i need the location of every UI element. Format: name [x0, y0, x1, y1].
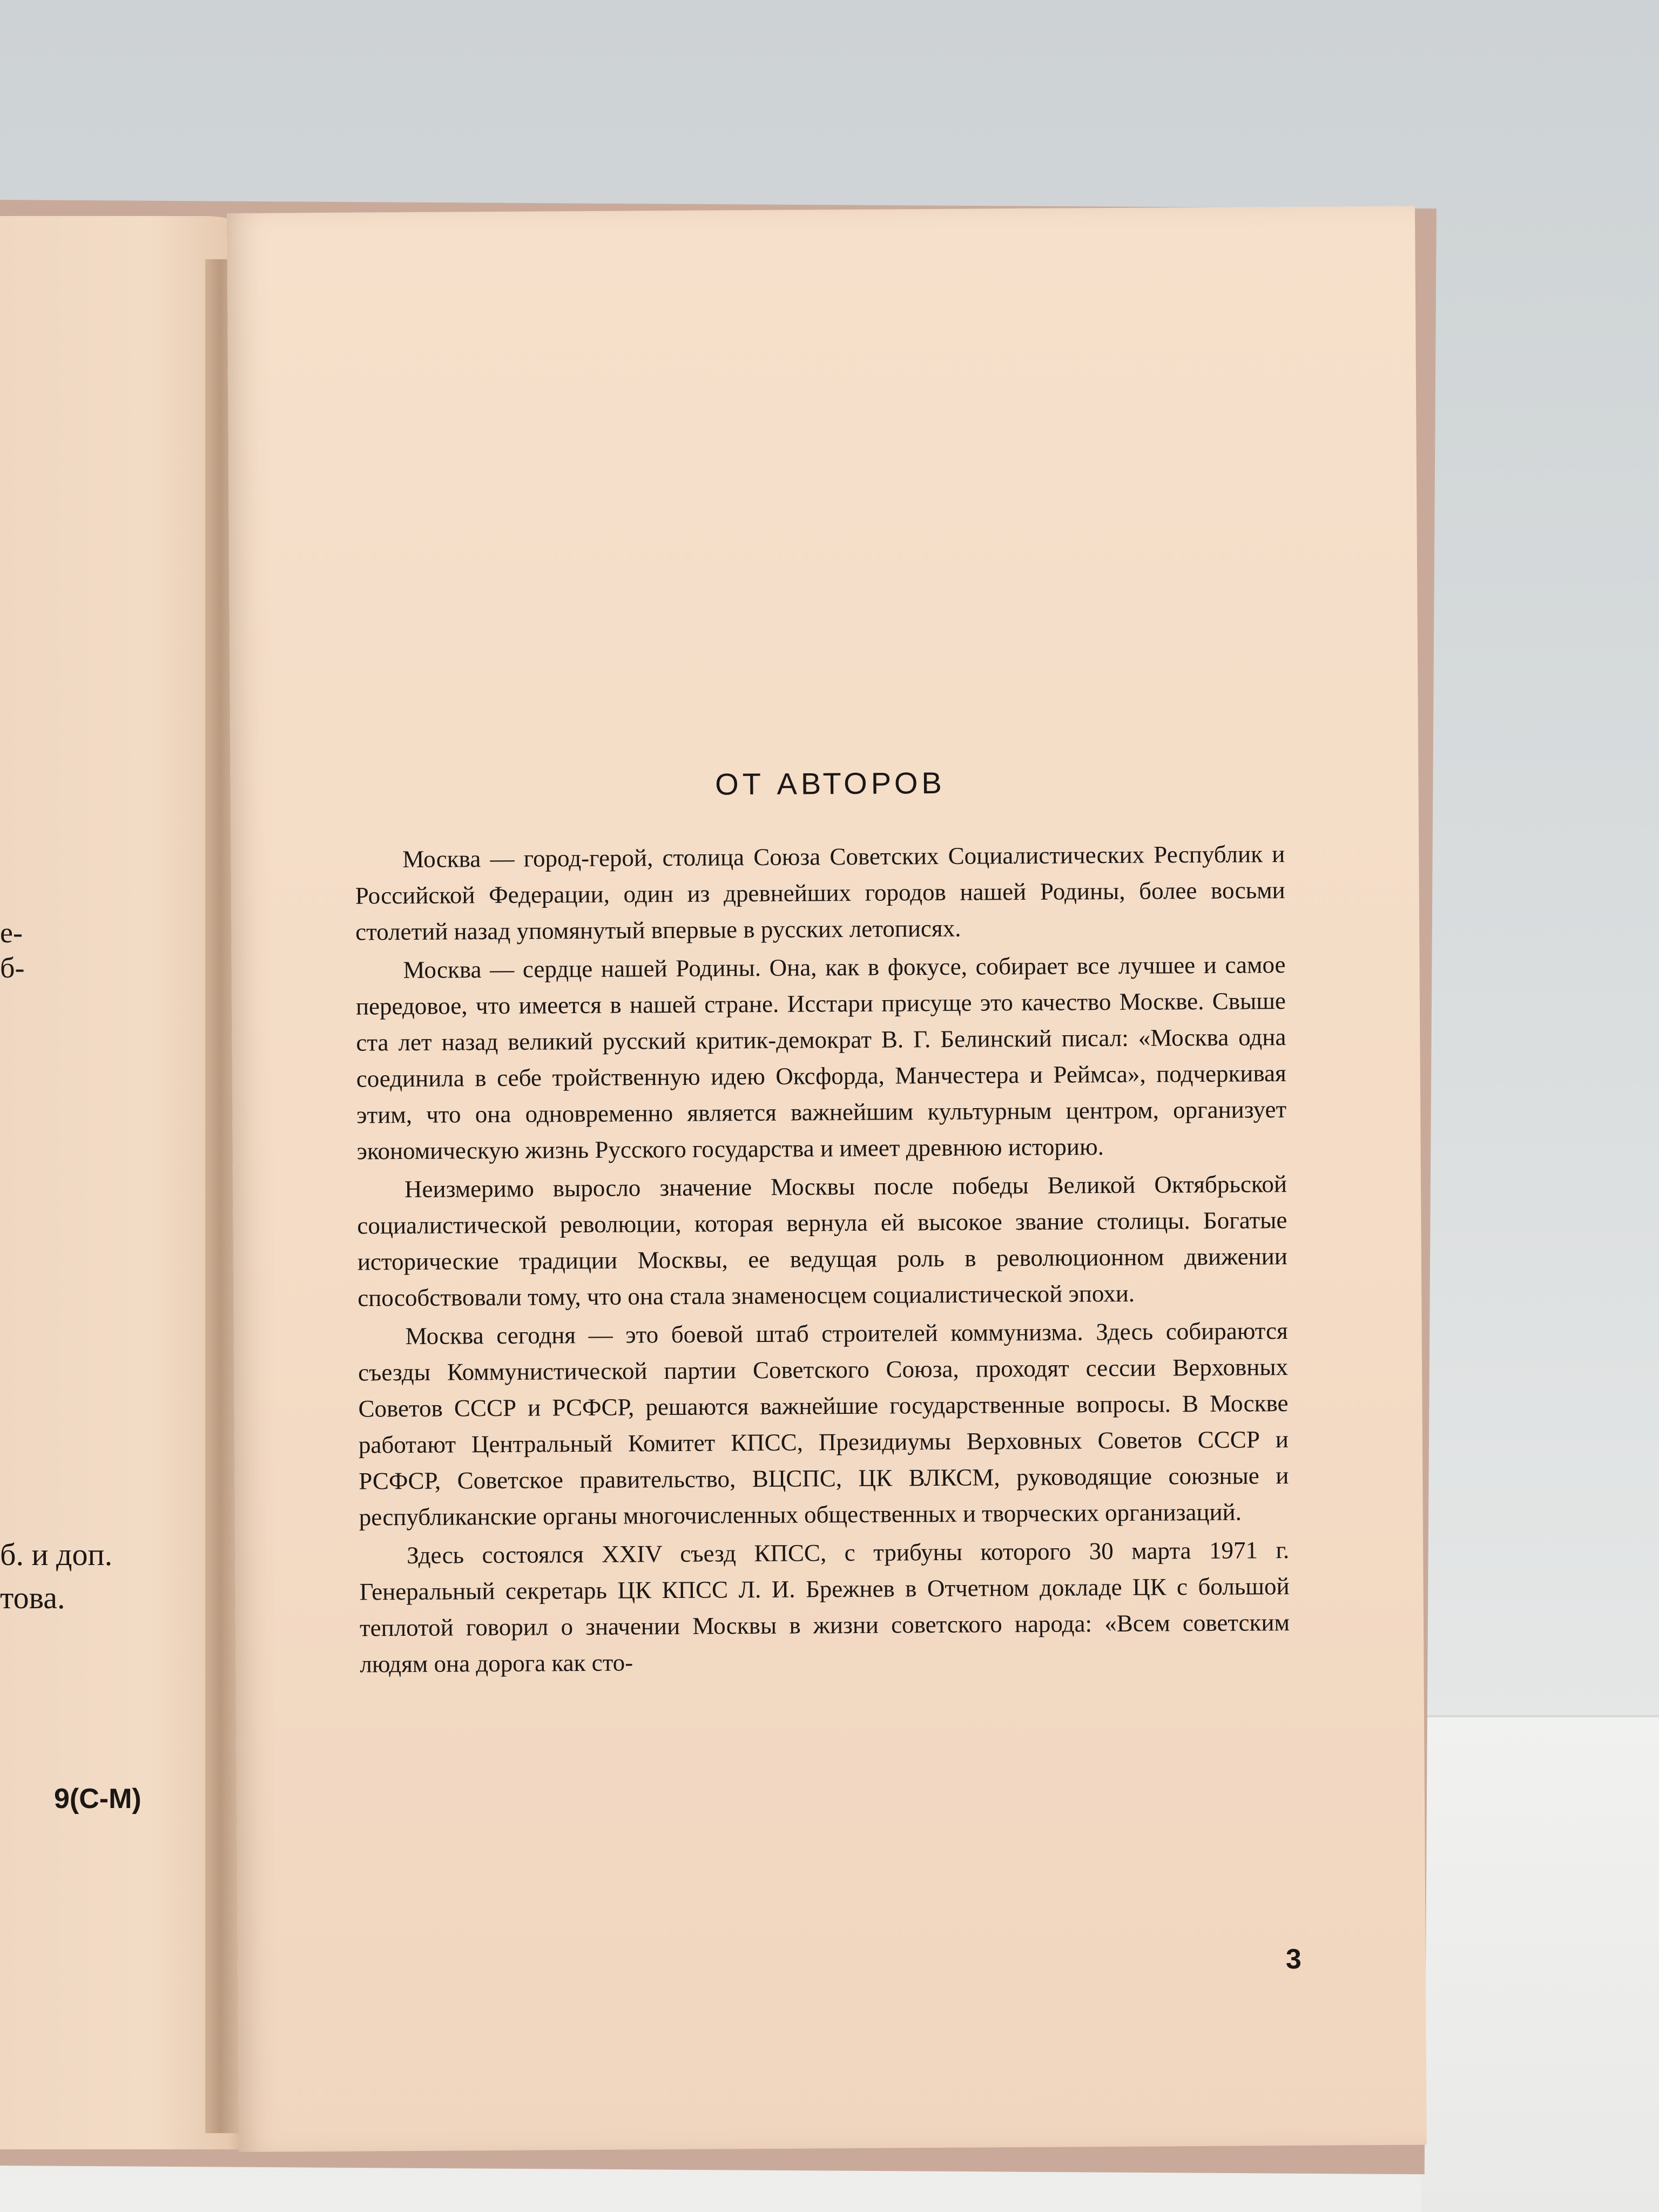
page-number: 3 — [1285, 1943, 1301, 1975]
paragraph-4: Москва сегодня — это боевой штаб строителей коммунизма. Здесь собираются съезды Коммунистической партии Советского Союза, проходят сессии Верховных Советов СССР и РСФСР, решаются важнейшие государственные вопросы. В Москве работают Центральный Комитет КПСС, Президиумы Верховных Советов СССР и РСФСР, Советское правительство, ВЦСПС, ЦК ВЛКСМ, руководящие союзные и республиканские органы многочисленных общественных и творческих организаций. — [358, 1317, 1289, 1531]
shelf — [1421, 1717, 1659, 2212]
paragraph-3: Неизмеримо выросло значение Москвы после победы Великой Октябрьской социалистической революции, которая вернула ей высокое звание столицы. Богатые исторические традиции Москвы, ее ведущая роль в революционном движении способствовали тому, что она стала знаменосцем социалистической эпохи. — [357, 1170, 1287, 1312]
left-catalog-code: 9(С-М) — [54, 1783, 141, 1815]
paragraph-2: Москва — сердце нашей Родины. Она, как в фокусе, собирает все лучшее и самое передовое, что имеется в нашей стране. Исстари присуще это качество Москве. Свыше ста лет назад великий русский критик-демократ В. Г. Белинский писал: «Москва одна соединила в себе тройственную идею Оксфорда, Манчестера и Реймса», подчеркивая этим, что она одновременно является важнейшим культурным центром, организует экономическую жизнь Русского государства и имеет древнюю историю. — [355, 951, 1287, 1165]
paragraph-1: Москва — город-герой, столица Союза Советских Социалистических Республик и Российской Федерации, один из древнейших городов нашей Родины, более восьми столетий назад упомянутый впервые в русских летописях. — [355, 840, 1285, 946]
left-fragment-4: това. — [0, 1580, 65, 1615]
paragraph-5: Здесь состоялся XXIV съезд КПСС, с трибуны которого 30 марта 1971 г. Генеральный секретарь ЦК КПСС Л. И. Брежнев в Отчетном докладе ЦК с большой теплотой говорил о значении Москвы в жизни советского народа: «Всем советским людям она дорога как сто- — [359, 1536, 1290, 1678]
page-text — [354, 763, 1290, 1684]
left-fragment-1: е- — [0, 916, 23, 949]
right-page — [227, 206, 1427, 2152]
left-fragment-3: б. и доп. — [0, 1537, 113, 1572]
left-fragment-2: б- — [0, 952, 25, 984]
page-heading: ОТ АВТОРОВ — [715, 765, 946, 801]
